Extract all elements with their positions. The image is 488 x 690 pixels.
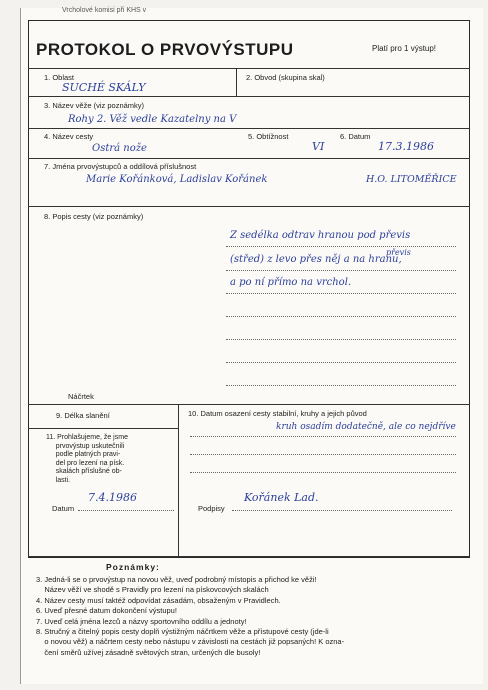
bolt-date-value: kruh osadím dodatečně, ale co nejdříve [276, 422, 456, 432]
rule [28, 206, 470, 207]
writing-line [226, 339, 456, 340]
difficulty-label: 5. Obtížnost [248, 132, 289, 141]
date-label: Datum [52, 504, 75, 513]
rule [28, 556, 470, 557]
tower-name-value: Rohy 2. Věž vedle Kazatelny na V [68, 114, 237, 125]
difficulty-value: VI [312, 140, 325, 153]
note-line: 8. Stručný a čitelný popis cesty doplň výstižným náčrtkem věže a přístupové cesty (jde-li [36, 627, 329, 637]
writing-line [226, 362, 456, 363]
note-line: Název věží ve shodě s Pravidly pro lezení na pískovcových skalách [36, 585, 269, 595]
page-title: PROTOKOL O PRVOVÝSTUPU [36, 40, 294, 59]
route-description-insert: převis [386, 248, 411, 257]
rule [236, 68, 237, 96]
area-label: 1. Oblast [44, 73, 75, 82]
note-line: čení směrů užívej zásadně světových stran, určených dle busoly! [36, 647, 261, 657]
area-value: SUCHÉ SKÁLY [62, 81, 146, 94]
note-line: 7. Uveď celá jména lezců a názvy sportovního oddílu a jednoty! [36, 616, 247, 626]
writing-line [78, 510, 174, 511]
validity-note: Platí pro 1 výstup! [372, 44, 437, 53]
route-name-label: 4. Název cesty [44, 132, 94, 141]
route-description-line2: (střed) z levo přes něj a na hranu, [230, 254, 402, 265]
rappel-length-label: 9. Délka slanění [56, 411, 110, 420]
rule [178, 404, 179, 556]
rule [28, 96, 470, 97]
note-line: 6. Uveď přesné datum dokončení výstupu! [36, 606, 177, 616]
signature-label: Podpisy [198, 504, 225, 513]
note-line: 4. Název cesty musí taktéž odpovídat zásadám, obsaženým v Pravidlech. [36, 595, 281, 605]
bolt-date-label: 10. Datum osazení cesty stabilní, kruhy a jejich původ [188, 409, 367, 418]
rule [28, 404, 470, 405]
writing-line [190, 436, 456, 437]
route-description-line1: Z sedélka odtrav hranou pod převis [230, 230, 411, 241]
notes-title: Poznámky: [106, 562, 160, 572]
writing-line [226, 316, 456, 317]
writing-line [190, 454, 456, 455]
writing-line [226, 246, 456, 247]
climbers-club: H.O. LITOMĚŘICE [366, 174, 457, 185]
writing-line [226, 385, 456, 386]
district-label: 2. Obvod (skupina skal) [246, 73, 325, 82]
date-climb-label: 6. Datum [340, 132, 371, 141]
writing-line [232, 510, 452, 511]
signature-value: Kořánek Lad. [244, 491, 319, 504]
climbers-names: Marie Kořánková, Ladislav Kořánek [86, 174, 268, 185]
writing-line [226, 270, 456, 271]
note-line: o novou věž) a náčrtem cesty nebo nástupu v závislosti na cestách již popsaných! K ozna- [36, 637, 345, 647]
route-name-value: Ostrá nože [92, 143, 147, 154]
commission-header: Vrcholové komisi při KHS v [62, 7, 147, 14]
declaration-text: 11. Prohlašujeme, že jsme prvovýstup uskutečnili podle platných pravi- del pro lezení na písk. skalách příslušné ob- lasti. [46, 434, 128, 484]
date-value: 7.4.1986 [88, 491, 137, 504]
rule [28, 428, 178, 429]
rule [28, 68, 470, 69]
climbers-label: 7. Jména prvovýstupců a oddílová příslušnost [44, 162, 197, 171]
route-description-line3: a po ní přímo na vrchol. [230, 277, 352, 288]
rule [28, 158, 470, 159]
tower-name-label: 3. Název věže (viz poznámky) [44, 101, 145, 110]
note-line: 3. Jedná-li se o prvovýstup na novou věž, uveď podrobný místopis a přichod ke věži! [36, 575, 317, 584]
notes-list [36, 575, 344, 658]
date-climb-value: 17.3.1986 [378, 140, 434, 153]
sketch-label: Náčrtek [68, 392, 94, 401]
writing-line [226, 293, 456, 294]
rule [28, 128, 470, 129]
route-description-label: 8. Popis cesty (viz poznámky) [44, 212, 144, 221]
writing-line [190, 472, 456, 473]
